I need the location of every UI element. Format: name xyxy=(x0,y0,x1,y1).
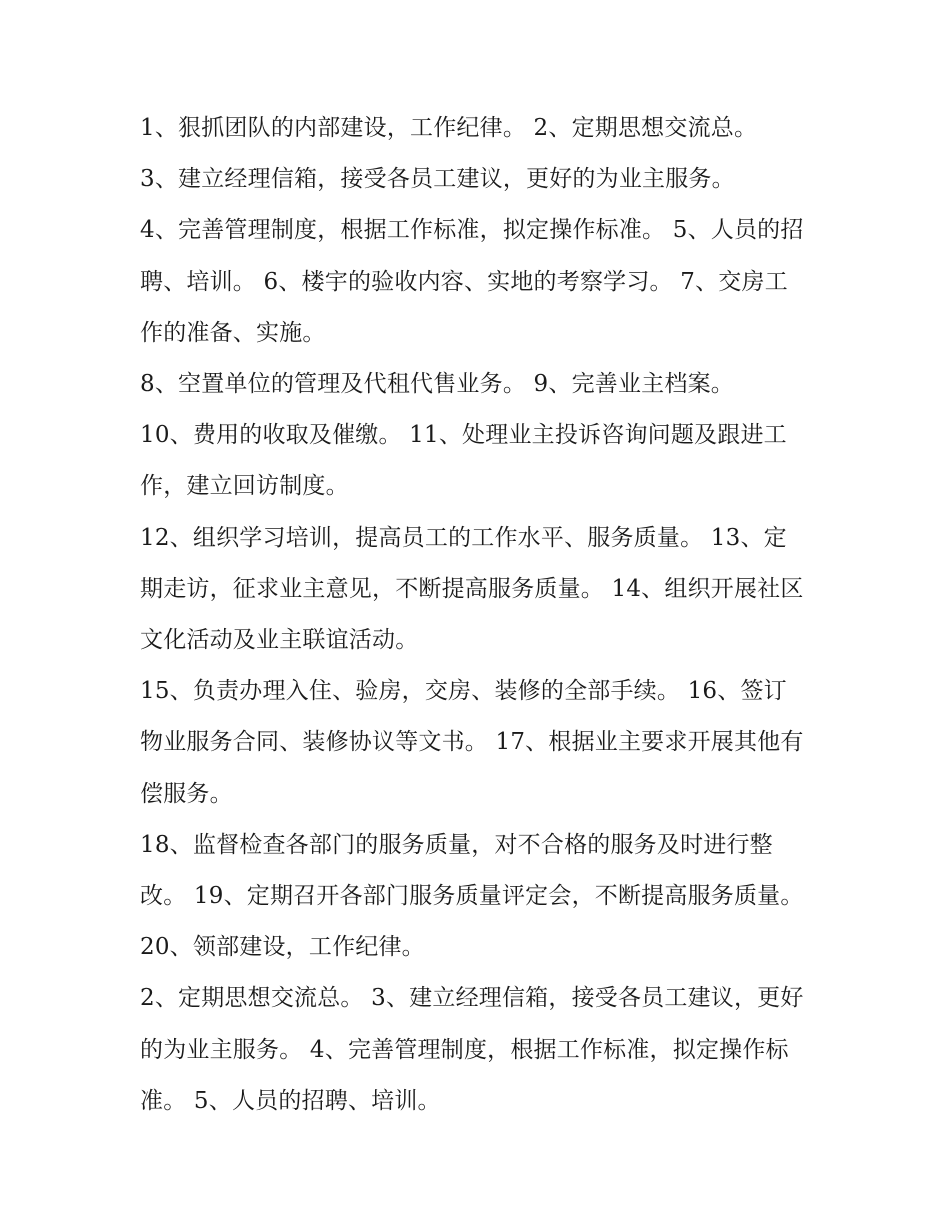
paragraph-7: 15、负责办理入住、验房，交房、装修的全部手续。 16、签订物业服务合同、装修协议等文书。 17、根据业主要求开展其他有偿服务。 xyxy=(140,678,804,807)
paragraph-5: 10、费用的收取及催缴。 11、处理业主投诉咨询问题及跟进工作，建立回访制度。 xyxy=(140,422,787,500)
paragraph-8: 18、监督检查各部门的服务质量，对不合格的服务及时进行整改。 19、定期召开各部门服务质量评定会，不断提高服务质量。 20、领部建设，工作纪律。 xyxy=(140,831,804,961)
paragraph-9: 2、定期思想交流总。 3、建立经理信箱，接受各员工建议，更好的为业主服务。 4、完善管理制度，根据工作标准，拟定操作标准。 5、人员的招聘、培训。 xyxy=(140,985,804,1114)
paragraph-2: 3、建立经理信箱，接受各员工建议，更好的为业主服务。 xyxy=(140,166,735,193)
paragraph-1: 1、狠抓团队的内部建设，工作纪律。 2、定期思想交流总。 xyxy=(140,115,758,141)
paragraph-4: 8、空置单位的管理及代租代售业务。 9、完善业主档案。 xyxy=(140,371,734,398)
paragraph-3: 4、完善管理制度，根据工作标准，拟定操作标准。 5、人员的招聘、培训。 6、楼宇的验收内容、实地的考察学习。 7、交房工作的准备、实施。 xyxy=(140,217,804,346)
document-body xyxy=(140,103,810,1127)
paragraph-6: 12、组织学习培训，提高员工的工作水平、服务质量。 13、定期走访，征求业主意见，不断提高服务质量。 14、组织开展社区文化活动及业主联谊活动。 xyxy=(140,524,804,654)
